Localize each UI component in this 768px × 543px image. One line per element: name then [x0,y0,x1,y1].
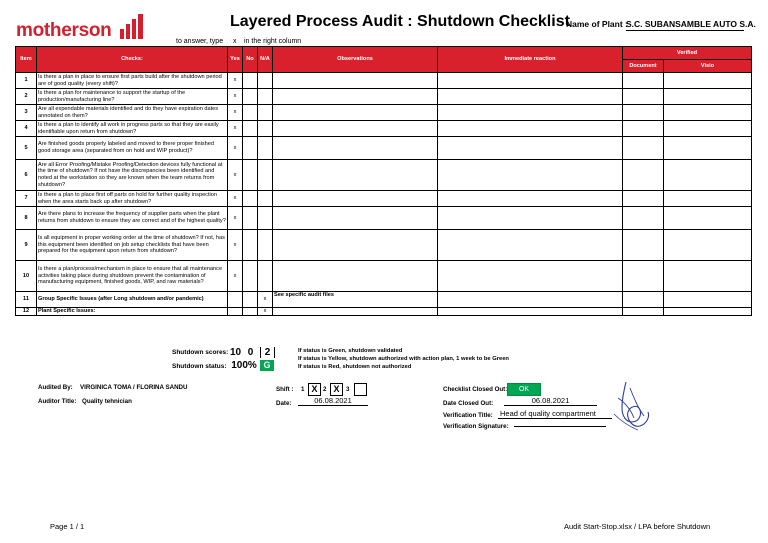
document-cell[interactable] [623,292,664,308]
item-number: 5 [16,137,37,160]
reaction-cell[interactable] [438,105,623,121]
reaction-cell[interactable] [438,137,623,160]
reaction-cell[interactable] [438,89,623,105]
observation-cell[interactable] [273,73,438,89]
instruction-mark: x [233,38,237,45]
table-row [16,89,752,105]
table-row [16,73,752,89]
no-cell[interactable] [243,73,258,89]
auditor-title-label: Auditor Title: [38,398,77,405]
visio-cell[interactable] [664,191,752,207]
visio-cell[interactable] [664,308,752,316]
document-cell[interactable] [623,89,664,105]
check-text: Is all equipment in proper working order at the time of shutdown? If not, has this equipment been identified on job setup checklists that have been prepared for the equipment upon return from shutdown? [37,230,228,261]
shift-2-checkbox[interactable]: X [330,383,343,396]
reaction-cell[interactable] [438,292,623,308]
shift-label: Shift : [276,386,294,393]
visio-cell[interactable] [664,292,752,308]
item-number: 9 [16,230,37,261]
document-cell[interactable] [623,308,664,316]
observation-cell[interactable] [273,261,438,292]
no-cell[interactable] [243,292,258,308]
observation-cell[interactable]: See specific audit files [273,292,438,308]
score-percent: 100% [231,360,257,371]
yes-cell[interactable]: x [228,261,243,292]
check-text: Plant Specific Issues: [37,308,228,316]
observation-cell[interactable] [273,121,438,137]
shift-3-checkbox[interactable] [354,383,367,396]
shift-3-label: 3 [346,386,350,393]
col-no: No [243,47,258,73]
col-immediate-reaction: Immediate reaction [438,47,623,73]
col-item: Item [16,47,37,73]
no-cell[interactable] [243,191,258,207]
score-na: 2 [260,347,275,358]
verification-signature-line[interactable] [514,419,606,427]
company-logo-text: motherson [16,20,112,41]
visio-cell[interactable] [664,121,752,137]
shift-1-label: 1 [301,386,305,393]
check-text: Are finished goods properly labeled and moved to there proper finished good storage area (separated from on hold and WIP product)? [37,137,228,160]
table-row [16,292,752,308]
shift-1-checkbox[interactable]: X [308,383,321,396]
no-cell[interactable] [243,89,258,105]
audited-by-label: Audited By: [38,384,73,391]
item-number: 11 [16,292,37,308]
audited-by-value: VIRGINICA TOMA / FLORINA SANDU [80,384,188,391]
shutdown-scores-label: Shutdown scores: [172,349,229,356]
document-cell[interactable] [623,121,664,137]
item-number: 3 [16,105,37,121]
check-text: Is there a plan to place first off parts on hold for further quality inspection when the area starts back up after shutdown? [37,191,228,207]
check-text: Is there a plan for maintenance to support the startup of the production/manufacturing line? [37,89,228,105]
observation-cell[interactable] [273,207,438,230]
plant-name: S.C. SUBANSAMBLE AUTO S.A. [626,19,756,29]
visio-cell[interactable] [664,261,752,292]
motherson-bars-logo [120,12,148,40]
na-cell[interactable]: x [258,308,273,316]
observation-cell[interactable] [273,160,438,191]
na-cell[interactable] [258,105,273,121]
no-cell[interactable] [243,105,258,121]
yes-cell[interactable]: x [228,89,243,105]
reaction-cell[interactable] [438,261,623,292]
na-cell[interactable] [258,261,273,292]
observation-cell[interactable] [273,308,438,316]
no-cell[interactable] [243,160,258,191]
plant-label: Name of Plant : [566,19,628,29]
check-text: Group Specific Issues (after Long shutdown and/or pandemic) [37,292,228,308]
item-number: 6 [16,160,37,191]
col-na: N/A [258,47,273,73]
reaction-cell[interactable] [438,160,623,191]
page-number: Page 1 / 1 [50,522,85,531]
yes-cell[interactable]: x [228,230,243,261]
plant-underline [626,30,744,31]
reaction-cell[interactable] [438,73,623,89]
reaction-cell[interactable] [438,121,623,137]
na-cell[interactable] [258,191,273,207]
yes-cell[interactable] [228,308,243,316]
yes-cell[interactable]: x [228,191,243,207]
no-cell[interactable] [243,121,258,137]
visio-cell[interactable] [664,105,752,121]
table-row [16,191,752,207]
shift-2-label: 2 [323,386,327,393]
yes-cell[interactable]: x [228,207,243,230]
na-cell[interactable] [258,73,273,89]
check-text: Is there a plan to identify all work in progress parts so that they are easily identifiable upon return from shutdown? [37,121,228,137]
yes-cell[interactable]: x [228,105,243,121]
score-yes: 10 [229,347,242,358]
date-value[interactable]: 06.08.2021 [298,396,368,406]
status-badge: G [260,360,274,371]
date-closed-label: Date Closed Out: [443,400,494,407]
reaction-cell[interactable] [438,230,623,261]
no-cell[interactable] [243,261,258,292]
observation-cell[interactable] [273,230,438,261]
item-number: 7 [16,191,37,207]
na-cell[interactable] [258,160,273,191]
status-note-green: If status is Green, shutdown validated [298,348,403,354]
no-cell[interactable] [243,137,258,160]
reaction-cell[interactable] [438,191,623,207]
na-cell[interactable] [258,121,273,137]
table-row [16,160,752,191]
yes-cell[interactable]: x [228,121,243,137]
na-cell[interactable] [258,230,273,261]
table-row [16,137,752,160]
instruction-suffix: in the right column [244,38,302,45]
shutdown-status-label: Shutdown status: [172,363,227,370]
col-visio: Visio [664,60,752,73]
table-row [16,207,752,230]
item-number: 8 [16,207,37,230]
table-row [16,230,752,261]
item-number: 2 [16,89,37,105]
document-cell[interactable] [623,105,664,121]
visio-cell[interactable] [664,230,752,261]
instruction-prefix: to answer, type [176,38,224,45]
col-yes: Yes [228,47,243,73]
status-note-yellow: If status is Yellow, shutdown authorized with action plan, 1 week to be Green [298,356,509,362]
visio-cell[interactable] [664,137,752,160]
yes-cell[interactable] [228,292,243,308]
visio-cell[interactable] [664,160,752,191]
check-text: Is there a plan/process/mechanism in place to ensure that all maintenance activities taking place during shutdown prevent the contamination of manufacturing equipment, finished goods, WIP, and raw materials? [37,261,228,292]
verification-title-value[interactable]: Head of quality compartment [498,409,612,419]
item-number: 10 [16,261,37,292]
observation-cell[interactable] [273,137,438,160]
yes-cell[interactable]: x [228,137,243,160]
observation-cell[interactable] [273,105,438,121]
visio-cell[interactable] [664,207,752,230]
yes-cell[interactable]: x [228,73,243,89]
na-cell[interactable]: x [258,292,273,308]
document-cell[interactable] [623,137,664,160]
page-title: Layered Process Audit : Shutdown Checklist [230,13,570,30]
date-label: Date: [276,400,292,407]
document-cell[interactable] [623,230,664,261]
item-number: 1 [16,73,37,89]
item-number: 12 [16,308,37,316]
file-name: Audit Start-Stop.xlsx / LPA before Shutdown [564,522,711,531]
check-text: Are all Error Proofing/Mistake Proofing/Detection devices fully functional at the time of shutdown? If not have the discrepancies been identified and noted at the workstation so they are known when the team returns from shutdown? [37,160,228,191]
table-row [16,121,752,137]
check-text: Are all expendable materials identified and do they have expiration dates annotated on them? [37,105,228,121]
handwritten-signature [604,378,654,434]
item-number: 4 [16,121,37,137]
na-cell[interactable] [258,137,273,160]
col-document: Document [623,60,664,73]
col-checks: Checks: [37,47,228,73]
na-cell[interactable] [258,207,273,230]
score-no: 0 [247,347,254,358]
document-cell[interactable] [623,191,664,207]
document-cell[interactable] [623,73,664,89]
no-cell[interactable] [243,308,258,316]
date-closed-value[interactable]: 06.08.2021 [504,396,597,406]
col-verified: Verified [623,47,752,60]
status-note-red: If status is Red, shutdown not authorized [298,364,412,370]
observation-cell[interactable] [273,89,438,105]
reaction-cell[interactable] [438,308,623,316]
visio-cell[interactable] [664,73,752,89]
reaction-cell[interactable] [438,207,623,230]
visio-cell[interactable] [664,89,752,105]
verification-signature-label: Verification Signature: [443,423,509,430]
document-cell[interactable] [623,207,664,230]
document-cell[interactable] [623,160,664,191]
table-row [16,261,752,292]
no-cell[interactable] [243,230,258,261]
auditor-title-value: Quality tehnician [82,398,132,405]
checklist-table [15,46,752,316]
na-cell[interactable] [258,89,273,105]
verification-title-label: Verification Title: [443,412,493,419]
observation-cell[interactable] [273,191,438,207]
col-observations: Observations [273,47,438,73]
table-row [16,105,752,121]
checklist-closed-label: Checklist Closed Out: [443,386,508,393]
check-text: Is there a plan in place to ensure first parts build after the shutdown period are of good quality (every shift)? [37,73,228,89]
no-cell[interactable] [243,207,258,230]
document-cell[interactable] [623,261,664,292]
check-text: Are there plans to increase the frequency of supplier parts when the plant returns from shutdown to ensure they are correct and of the highest quality? [37,207,228,230]
checklist-closed-ok[interactable]: OK [507,383,541,396]
table-row [16,308,752,316]
yes-cell[interactable]: x [228,160,243,191]
